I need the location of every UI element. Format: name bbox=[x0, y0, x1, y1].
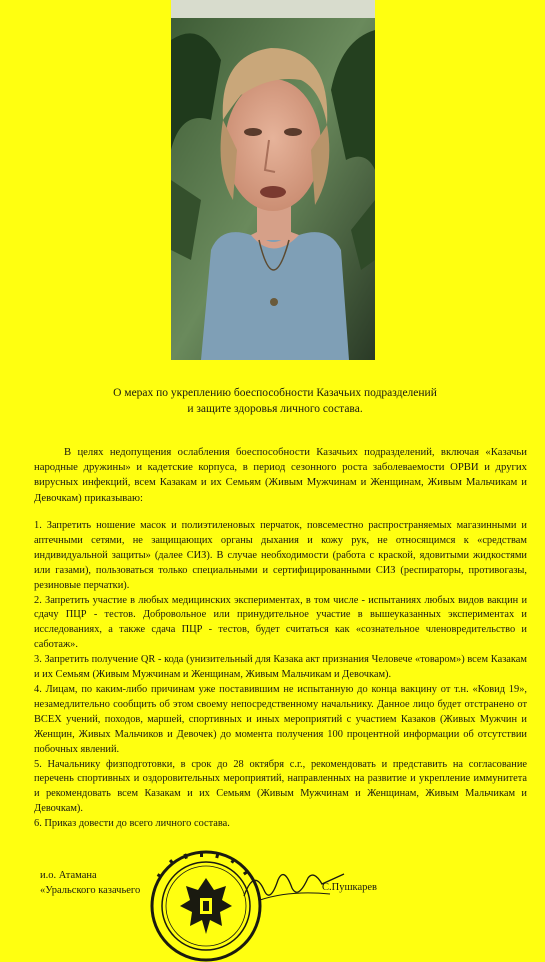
speaker-photo bbox=[171, 0, 375, 360]
document-title bbox=[60, 385, 490, 417]
order-item: 6. Приказ довести до всего личного состава. bbox=[34, 818, 230, 830]
signature-name: С.Пушкарев bbox=[322, 882, 378, 893]
video-frame-woman bbox=[171, 0, 375, 360]
title-line: и защите здоровья личного состава. bbox=[187, 403, 363, 415]
order-item: 5. Начальнику физподготовки, в срок до 28 октября с.г., рекомендовать и представить на согласование перечень спортивных и оздоровительных мероприятий, направленных на развитие и укрепление иммунитета и рекомендовать всем Казакам и их Семьям (Живым Мужчинам и Женщинам, Живым Мальчикам и Девочкам). bbox=[34, 758, 527, 815]
signature-position: и.о. Атамана bbox=[40, 870, 97, 881]
intro-text: В целях недопущения ослабления боеспособности Казачьих подразделений, включая «Казачьи народные дружины» и кадетские корпуса, в период сезонного роста заболеваемости ОРВИ и других вирусных инфекций, всем Казакам и их Семьям (Живым Мужчинам и Женщинам, Живым Мальчикам и Девочкам) приказываю: bbox=[34, 446, 527, 504]
order-item: 1. Запретить ношение масок и полиэтиленовых перчаток, повсеместно распространяемых магазинными и аптечными сетями, не защищающих органы дыхания и кожу рук, не относящимся к «средствам индивидуальной защиты» (далее СИЗ). В случае необходимости (работа с краской, ядовитыми жидкостями или газами), пользоваться только специальными и сертифицированными СИЗ (респираторы, противогазы, резиновые перчатки). bbox=[34, 520, 527, 591]
order-item: 3. Запретить получение QR - кода (унизительный для Казака акт признания Человече «товаром») всем Казакам и их Семьям (Живым Мужчинам и Женщинам, Живым Мальчикам и Девочкам). bbox=[34, 654, 527, 681]
signature-position: «Уральского казачьего bbox=[40, 885, 141, 896]
order-item: 4. Лицам, по каким-либо причинам уже поставившим не испытанную до конца вакцину от т.н. «Ковид 19», незамедлительно сообщить об этом своему непосредственному начальнику. Данное лицо будет отстранено от ВСЕХ учений, походов, маршей, спортивных и иных мероприятий с участием Казаков (Живых Мужчин и Женщин, Живых Мальчиков и Девочек) до момента получения 100 процентной информации об отсутствии побочных явлений. bbox=[34, 683, 527, 755]
intro-paragraph bbox=[34, 445, 527, 506]
title-line: О мерах по укреплению боеспособности Казачьих подразделений bbox=[113, 387, 437, 399]
order-item: 2. Запретить участие в любых медицинских экспериментах, в том числе - испытаниях любых видов вакцин и сдачу ПЦР - тестов. Добровольное или принудительное участие в вышеуказанных экспериментах и исследованиях, а также сдача ПЦР - тестов, будет считаться как «сознательное членовредительство и саботаж». bbox=[34, 594, 527, 651]
signature-block bbox=[40, 868, 140, 898]
order-items bbox=[34, 519, 527, 832]
handwritten-signature-icon bbox=[240, 860, 350, 910]
